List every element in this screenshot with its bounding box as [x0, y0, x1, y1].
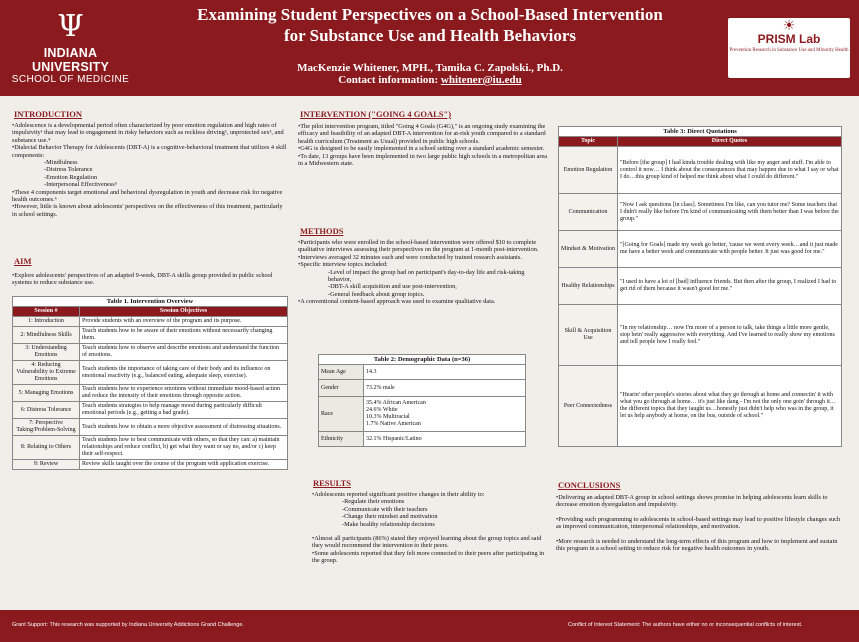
aim-paragraph: •Explore adolescents' perspectives of an adapted 9-week, DBT-A skills group provided in public school systems to reduce substance use.	[12, 272, 273, 287]
demographic-label: Race	[319, 397, 364, 432]
methods-heading: METHODS	[300, 226, 344, 236]
quote-cell: "[Going for Goals] made my week go better, 'cause we went every week…and it just made me have a better week and communicate with people better. It just was good for me."	[618, 231, 842, 268]
session-cell: 1: Introduction	[13, 317, 80, 327]
results-paragraph: •Almost all participants (86%) stated they enjoyed learning about the group topics and said they would recommend the intervention to their peers.	[312, 535, 542, 550]
objective-cell: Teach students strategies to help manage mood during particularly difficult emotional periods (e.g., getting a bad grade).	[80, 402, 288, 419]
demographic-value: 73.2% male	[364, 380, 526, 397]
race-value: 10.3% Multiracial	[366, 414, 410, 420]
demographic-value-list	[364, 397, 526, 432]
intro-paragraph: •However, little is known about adolescents' perspectives on the effectiveness of this treatment, particularly in school settings.	[12, 203, 283, 218]
title-line-1: Examining Student Perspectives on a School-Based Intervention	[197, 5, 663, 24]
methods-paragraph: •Participants who were enrolled in the school-based intervention were offered $10 to complete qualitative interviews assessing their perspectives on the program at 1-month post-intervention.	[298, 239, 539, 254]
race-value: 35.4% African American	[366, 400, 426, 406]
results-heading: RESULTS	[313, 478, 351, 488]
result-item: -Change their mindset and motivation	[342, 513, 438, 521]
table-row	[13, 317, 288, 327]
intervention-paragraph: •G4G is designed to be easily implemented in a school setting over a standard academic semester.	[298, 145, 545, 153]
topic-item: -DBT-A skill acquisition and use post-intervention,	[328, 283, 457, 291]
aim-heading: AIM	[14, 256, 32, 266]
topic-cell: Emotion Regulation	[559, 147, 618, 194]
poster-header	[0, 0, 859, 96]
methods-body	[298, 239, 548, 306]
objective-cell: Teach students how to observe and describe emotions and understand the function of emotions.	[80, 344, 288, 361]
table-intervention-overview	[12, 296, 288, 470]
table-row	[13, 344, 288, 361]
table-title: Table 1. Intervention Overview	[13, 297, 288, 307]
topic-cell: Peer Connectedness	[559, 366, 618, 447]
session-cell: 6: Distress Tolerance	[13, 402, 80, 419]
methods-paragraph: •Interviews averaged 32 minutes each and were conducted by trained research assistants.	[298, 253, 522, 261]
table-row	[319, 380, 526, 397]
result-item: -Make healthy relationship decisions	[342, 520, 435, 528]
race-value: 1.7% Native American	[366, 421, 421, 427]
table-row	[13, 436, 288, 460]
authors-block	[140, 62, 720, 86]
quote-cell: "Hearin' other people's stories about what they go through at home and connectin' it with what you go through at home… it's just like dang - I'm not the only one goin' through it… the different topics that they taught us…honestly just didn't help who was in the group, it let us help anybody at home, on the bus, outside of school."	[618, 366, 842, 447]
poster-title	[140, 4, 720, 46]
table-row	[13, 361, 288, 385]
conclusion-paragraph: •Delivering an adapted DBT-A group in school settings shows promise in helping adolescents learn skills to decrease emotion dysregulation and impulsivity.	[556, 494, 828, 509]
session-cell: 4: Reducing Vulnerability to Extreme Emotions	[13, 361, 80, 385]
objective-cell: Teach students the importance of taking care of their body and its influence on emotional reactivity (e.g., balanced eating, adequate sleep, exercise).	[80, 361, 288, 385]
demographic-label: Gender	[319, 380, 364, 397]
results-body	[312, 491, 548, 565]
column-header: Direct Quotes	[618, 137, 842, 147]
methods-paragraph: •Specific interview topics included:	[298, 261, 388, 269]
topic-item: -General feedback about group topics.	[328, 290, 425, 298]
intro-paragraph: •Dialectal Behavior Therapy for Adolescents (DBT-A) is a cognitive-behavioral treatment that utilizes 4 skill components:	[12, 144, 287, 159]
table-row	[559, 231, 842, 268]
objective-cell: Provide students with an overview of the program and its purpose.	[80, 317, 288, 327]
quote-cell: "Before [the group] I had kinda trouble dealing with like my anger and stuff. I'm able to control it now… I think about the consequences that may happen due to what I say or what I do…this group kind of helped me think about what I could do different."	[618, 147, 842, 194]
authors: MacKenzie Whitener, MPH., Tamika C. Zapolski., Ph.D.	[297, 62, 563, 74]
table-row	[319, 397, 526, 432]
session-cell: 3: Understanding Emotions	[13, 344, 80, 361]
prism-name: PRISM Lab	[757, 32, 821, 46]
quote-cell: "In my relationship… now I'm more of a person to talk, take things a little more gentle, stop bein' really aggressive with everything. And I've learned to really show my emotions and tell people how I really feel."	[618, 305, 842, 366]
intro-paragraph: •Adolescence is a developmental period often characterized by poor emotion regulation and high rates of impulsivity¹ that may lead to engagement in risky behaviors such as reckless driving², unprotected sex³, and substance use.⁴	[12, 122, 284, 144]
session-cell: 7: Perspective Taking/Problem-Solving	[13, 419, 80, 436]
demographic-value: 32.1% Hispanic/Latino	[364, 432, 526, 447]
poster-footer	[0, 610, 859, 642]
table-row	[559, 268, 842, 305]
objective-cell: Teach students how to best communicate with others, so that they can: a) maintain relationships and reduce conflict, b) get what they want or say no, and/or c) keep their self-respect.	[80, 436, 288, 460]
methods-paragraph: •A conventional content-based approach was used to examine qualitative data.	[298, 298, 496, 306]
column-header: Session #	[13, 307, 80, 317]
intervention-heading: INTERVENTION ("GOING 4 GOALS")	[300, 109, 452, 119]
university-name: INDIANA UNIVERSITY	[31, 46, 109, 74]
conclusion-paragraph: •Providing such programming to adolescents in school-based settings may lead to positive lifestyle changes such as improved communication, interpersonal relationships, and motivation.	[556, 515, 841, 531]
table-row	[13, 419, 288, 436]
contact-label: Contact information:	[338, 74, 441, 86]
contact-line	[140, 74, 720, 86]
table-row	[13, 402, 288, 419]
intervention-paragraph: •To date, 13 groups have been implemented in two large public high schools in a metropolitan area in a Midwestern state.	[298, 152, 548, 168]
objective-cell: Review skills taught over the course of the program with application exercise.	[80, 460, 288, 470]
grant-support: Grant Support: This research was supported by Indiana University Addictions Grand Challenge.	[12, 622, 244, 628]
objective-cell: Teach students how to be aware of their emotions without necessarily changing them.	[80, 327, 288, 344]
iu-logo	[8, 9, 133, 85]
skill-item: -Mindfulness	[44, 159, 78, 167]
table-direct-quotations	[558, 126, 842, 447]
introduction-heading: INTRODUCTION	[14, 109, 83, 119]
session-cell: 5: Managing Emotions	[13, 385, 80, 402]
topic-cell: Communication	[559, 194, 618, 231]
prism-subtitle: Prevention Research in Substance Use and Minority Health	[729, 48, 849, 53]
demographic-label: Ethnicity	[319, 432, 364, 447]
table-row	[13, 327, 288, 344]
result-item: -Communicate with their teachers	[342, 505, 428, 513]
school-name: SCHOOL OF MEDICINE	[11, 74, 130, 85]
skill-item: -Interpersonal Effectiveness⁵	[44, 181, 117, 189]
session-cell: 9: Review	[13, 460, 80, 470]
column-header: Topic	[559, 137, 618, 147]
table-row	[13, 460, 288, 470]
result-item: -Regulate their emotions	[342, 498, 405, 506]
topic-cell: Skill & Acquisition Use	[559, 305, 618, 366]
objective-cell: Teach students how to obtain a more objective assessment of distressing situations.	[80, 419, 288, 436]
iu-trident-icon: Ψ	[57, 9, 84, 44]
skill-item: -Emotion Regulation	[44, 173, 97, 181]
demographic-value: 14.3	[364, 365, 526, 380]
sun-icon: ☀	[782, 19, 796, 34]
topic-item: -Level of impact the group had on participant's day-to-day life and risk-taking behavior,	[328, 268, 525, 284]
table-demographics	[318, 354, 526, 447]
table-title: Table 3: Direct Quotations	[559, 127, 842, 137]
table-row	[559, 366, 842, 447]
table-row	[319, 365, 526, 380]
conclusion-paragraph: •More research is needed to understand the long-term effects of this program and how to implement and sustain this program in a school setting to reduce risk for negative health outcomes in youth.	[556, 537, 838, 553]
introduction-body	[12, 122, 288, 218]
prism-logo	[728, 18, 850, 78]
race-value: 24.6% White	[366, 407, 398, 413]
column-header: Session Objectives	[80, 307, 288, 317]
conclusions-heading: CONCLUSIONS	[558, 480, 621, 490]
intro-paragraph: •These 4 components target emotional and behavioral dysregulation in youth and decrease risk for negative health outcomes.⁶	[12, 188, 283, 204]
demographic-label: Mean Age	[319, 365, 364, 380]
table-row	[559, 305, 842, 366]
table-title: Table 2: Demographic Data (n=36)	[319, 355, 526, 365]
skill-item: -Distress Tolerance	[44, 166, 93, 174]
table-row	[559, 147, 842, 194]
conclusions-body	[556, 494, 844, 552]
intervention-body	[298, 123, 548, 167]
conflict-statement: Conflict of Interest Statement: The authors have either no or inconsequential conflicts of interest.	[568, 622, 803, 628]
objective-cell: Teach students how to experience emotions without immediate mood-based action and reduce the intensity of their emotions through opposite action.	[80, 385, 288, 402]
results-paragraph: •Adolescents reported significant positive changes in their ability to:	[312, 491, 485, 498]
contact-email[interactable]: whitener@iu.edu	[440, 74, 522, 86]
session-cell: 2: Mindfulness Skills	[13, 327, 80, 344]
table-row	[559, 194, 842, 231]
table-row	[13, 385, 288, 402]
title-line-2: for Substance Use and Health Behaviors	[283, 26, 576, 45]
quote-cell: "Now I ask questions [in class]. Sometimes I'm like, can you tutor me? Some teachers that I didn't really like before I'm kind of communicating with them better than I was before the group."	[618, 194, 842, 231]
results-paragraph: •Some adolescents reported that they felt more connected to their peers after participating in the group.	[312, 549, 545, 565]
session-cell: 8: Relating to Others	[13, 436, 80, 460]
quote-cell: "I used to have a lot of [bad] influence friends. But then after the group, I realized I had to get rid of them because it wasn't good for me."	[618, 268, 842, 305]
intervention-paragraph: •The pilot intervention program, titled "Going 4 Goals (G4G)," is an ongoing study examining the efficacy and feasibility of an adapted DBT-A intervention for at-risk youth compared to a standard health curriculum (Treatment as Usual) provided in public high schools.	[298, 123, 546, 145]
topic-cell: Mindset & Motivation	[559, 231, 618, 268]
table-row	[319, 432, 526, 447]
topic-cell: Healthy Relationships	[559, 268, 618, 305]
aim-body	[12, 272, 288, 287]
